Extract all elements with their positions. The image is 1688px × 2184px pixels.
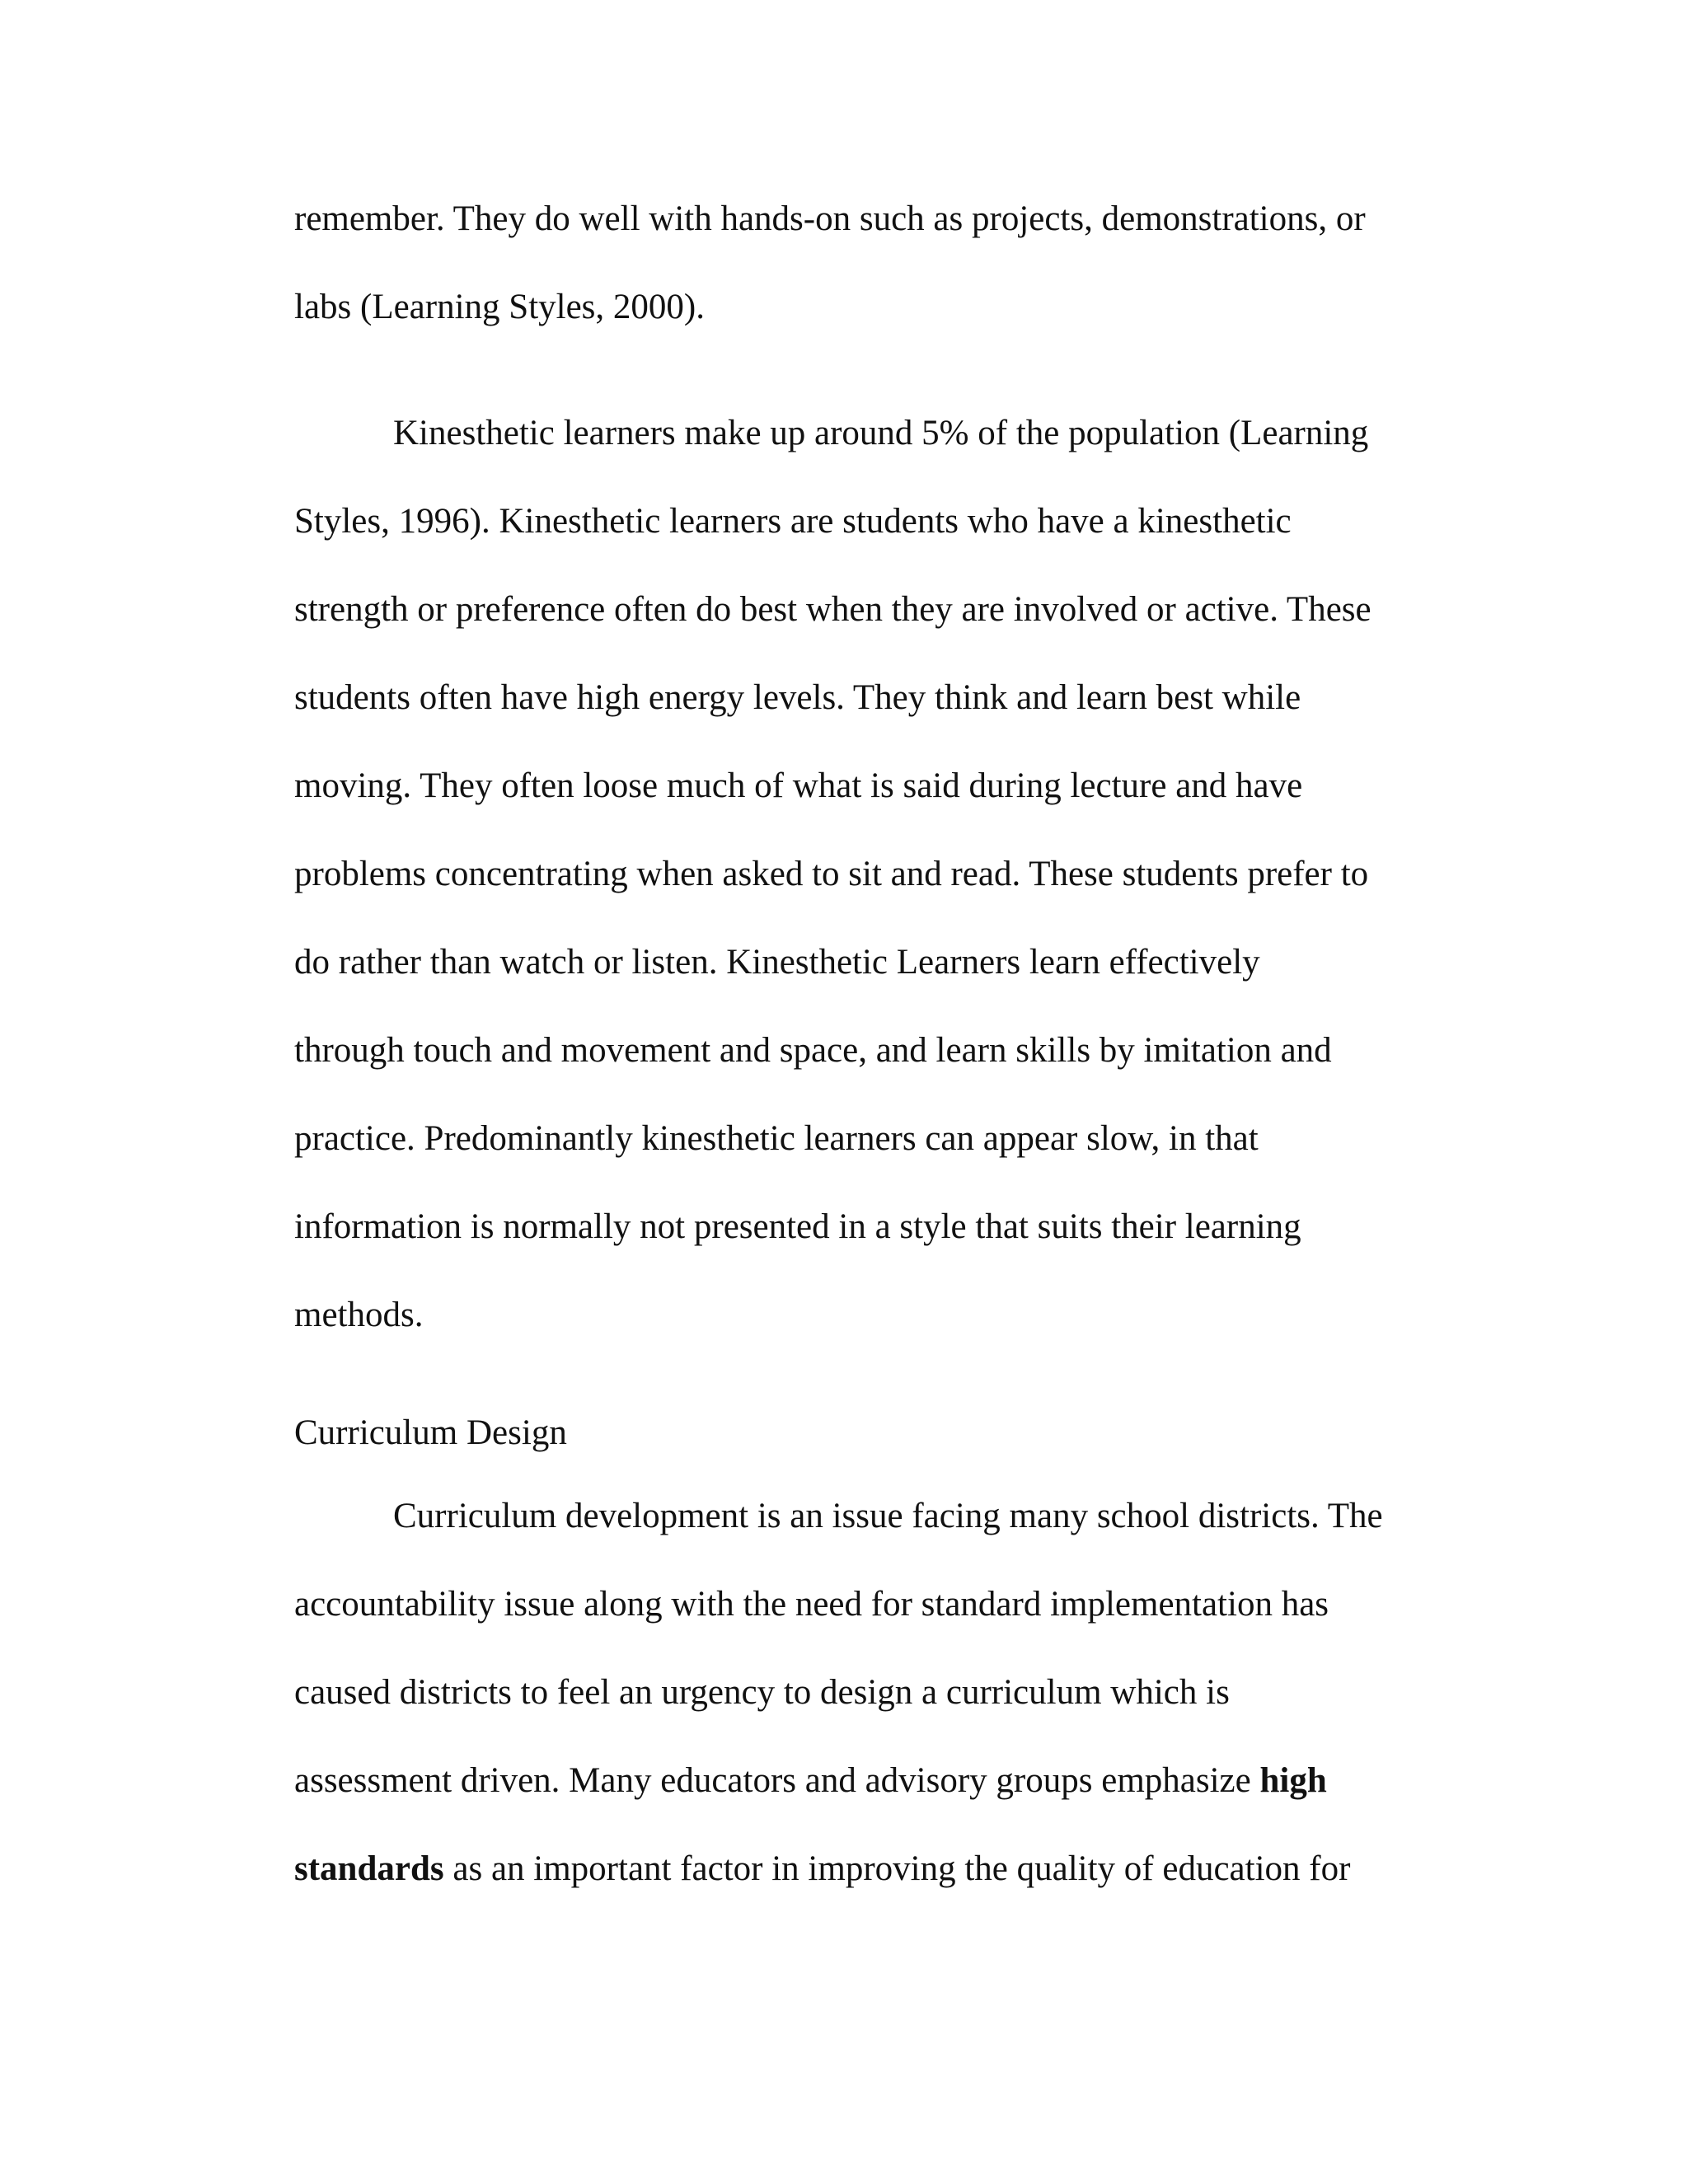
bold-text: high bbox=[1259, 1761, 1327, 1800]
paragraph-line: caused districts to feel an urgency to design a curriculum which is bbox=[294, 1673, 1230, 1712]
paragraph-line: labs (Learning Styles, 2000). bbox=[294, 288, 705, 326]
paragraph-line: students often have high energy levels. They think and learn best while bbox=[294, 678, 1301, 717]
paragraph-line: practice. Predominantly kinesthetic learners can appear slow, in that bbox=[294, 1119, 1259, 1158]
paragraph-line: accountability issue along with the need for standard implementation has bbox=[294, 1585, 1329, 1624]
paragraph-line: through touch and movement and space, and learn skills by imitation and bbox=[294, 1031, 1332, 1070]
paragraph-line: methods. bbox=[294, 1296, 424, 1334]
section-heading: Curriculum Design bbox=[294, 1413, 567, 1452]
plain-text: assessment driven. Many educators and advisory groups emphasize bbox=[294, 1761, 1260, 1800]
paragraph-line: Kinesthetic learners make up around 5% of the population (Learning bbox=[393, 414, 1369, 452]
paragraph-line: problems concentrating when asked to sit and read. These students prefer to bbox=[294, 855, 1369, 893]
paragraph-line: strength or preference often do best when they are involved or active. These bbox=[294, 590, 1372, 629]
section-heading-block bbox=[294, 1389, 1531, 1477]
paragraph-line: remember. They do well with hands-on such as projects, demonstrations, or bbox=[294, 199, 1366, 238]
bold-text: standards bbox=[294, 1849, 444, 1888]
continuation-paragraph bbox=[294, 175, 1531, 351]
paragraph-line: information is normally not presented in a style that suits their learning bbox=[294, 1207, 1301, 1246]
paragraph-line: Styles, 1996). Kinesthetic learners are students who have a kinesthetic bbox=[294, 502, 1292, 541]
paragraph-line bbox=[294, 1825, 1531, 1913]
paragraph-line: moving. They often loose much of what is said during lecture and have bbox=[294, 766, 1303, 805]
kinesthetic-paragraph bbox=[294, 389, 1531, 1359]
plain-text: as an important factor in improving the quality of education for bbox=[443, 1849, 1351, 1888]
curriculum-paragraph bbox=[294, 1472, 1531, 1913]
paragraph-line: Curriculum development is an issue facing many school districts. The bbox=[393, 1497, 1383, 1535]
paragraph-line: do rather than watch or listen. Kinesthetic Learners learn effectively bbox=[294, 943, 1260, 982]
paragraph-line bbox=[294, 1736, 1531, 1825]
